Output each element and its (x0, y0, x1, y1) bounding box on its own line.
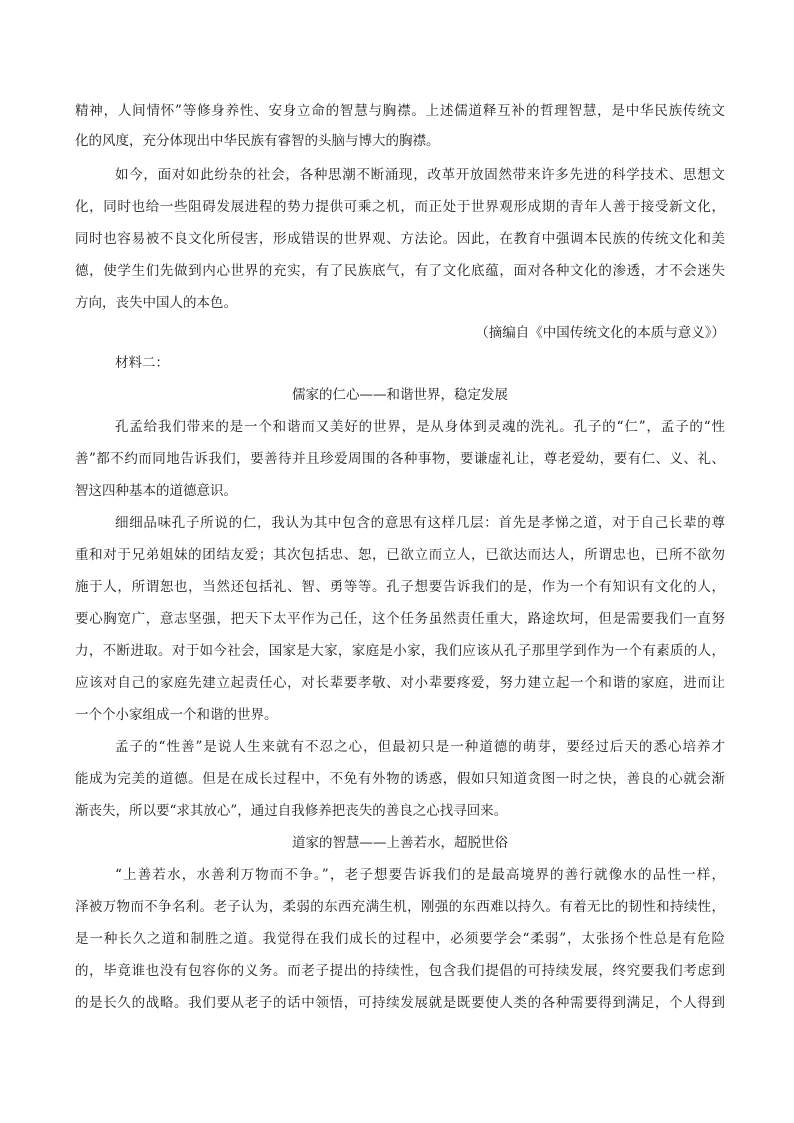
section-heading-confucian: 儒家的仁心——和谐世界，稳定发展 (292, 387, 508, 403)
para5-line1: 孟子的“性善”是说人生来就有不忍之心，但最初只是一种道德的萌芽，要经过后天的悉心培养才 (115, 739, 725, 755)
para3-line2: 善”都不约而同地告诉我们，要善待并且珍爱周围的各种事物，要谦虚礼让，尊老爱幼，要有仁、义、礼、 (75, 451, 725, 467)
para6-line4: 的，毕竟谁也没有包容你的义务。而老子提出的持续性，包含我们提倡的可持续发展，终究要我们考虑到 (75, 963, 725, 979)
para4-line7: 一个个小家组成一个和谐的世界。 (75, 707, 278, 723)
para6-line5: 的是长久的战略。我们要从老子的话中领悟，可持续发展就是既要使人类的各种需要得到满足，个人得到 (75, 995, 725, 1011)
para2-line1: 如今，面对如此纷杂的社会，各种思潮不断涌现，改革开放固然带来许多先进的科学技术、思想文 (115, 167, 725, 183)
para5-line2: 能成为完美的道德。但是在成长过程中，不免有外物的诱惑，假如只知道贪图一时之快，善良的心就会渐 (75, 771, 725, 787)
para1-line2: 化的风度，充分体现出中华民族有睿智的头脑与博大的胸襟。 (75, 133, 440, 149)
para6-line1: “上善若水，水善利万物而不争。”，老子想要告诉我们的是最高境界的善行就像水的品性一样， (115, 867, 725, 883)
para4-line2: 重和对于兄弟姐妹的团结友爱；其次包括忠、恕，已欲立而立人，已欲达而达人，所谓忠也，已所不欲勿 (75, 547, 725, 563)
para2-line3: 同时也容易被不良文化所侵害，形成错误的世界观、方法论。因此，在教育中强调本民族的传统文化和美 (75, 231, 725, 247)
para4-line5: 力，不断进取。对于如今社会，国家是大家，家庭是小家，我们应该从孔子那里学到作为一个有素质的人， (75, 643, 725, 659)
para5-line3: 渐丧失，所以要“求其放心”，通过自我修养把丧失的善良之心找寻回来。 (75, 803, 508, 819)
para4-line1: 细细品味孔子所说的仁，我认为其中包含的意思有这样几层：首先是孝悌之道，对于自己长辈的尊 (115, 515, 725, 531)
para3-line1: 孔孟给我们带来的是一个和谐而又美好的世界，是从身体到灵魂的洗礼。孔子的“仁”，孟子的“性 (115, 419, 725, 435)
material-two-label: 材料二： (115, 355, 169, 371)
para2-line4: 德，使学生们先做到内心世界的充实，有了民族底气，有了文化底蕴，面对各种文化的渗透，才不会迷失 (75, 263, 725, 279)
para4-line6: 应该对自己的家庭先建立起责任心，对长辈要孝敬、对小辈要疼爱，努力建立起一个和谐的家庭，进而让 (75, 675, 725, 691)
para4-line3: 施于人，所谓恕也，当然还包括礼、智、勇等等。孔子想要告诉我们的是，作为一个有知识有文化的人， (75, 579, 725, 595)
para2-line5: 方向，丧失中国人的本色。 (75, 295, 237, 311)
para2-line2: 化，同时也给一些阻碍发展进程的势力提供可乘之机，而正处于世界观形成期的青年人善于接受新文化， (75, 199, 725, 215)
para4-line4: 要心胸宽广，意志坚强，把天下太平作为己任，这个任务虽然责任重大，路途坎坷，但是需要我们一直努 (75, 611, 725, 627)
para6-line3: 是一种长久之道和制胜之道。我觉得在我们成长的过程中，必须要学会“柔弱”，太张扬个性总是有危险 (75, 931, 725, 947)
source-citation: （摘编自《中国传统文化的本质与意义》） (475, 325, 725, 341)
para3-line3: 智这四种基本的道德意识。 (75, 483, 237, 499)
section-heading-taoist: 道家的智慧——上善若水，超脱世俗 (292, 835, 508, 851)
para6-line2: 泽被万物而不争名利。老子认为，柔弱的东西充满生机，刚强的东西难以持久。有着无比的韧性和持续性， (75, 899, 725, 915)
para1-line1: 精神，人间情怀”等修身养性、安身立命的智慧与胸襟。上述儒道释互补的哲理智慧，是中华民族传统文 (75, 103, 725, 119)
